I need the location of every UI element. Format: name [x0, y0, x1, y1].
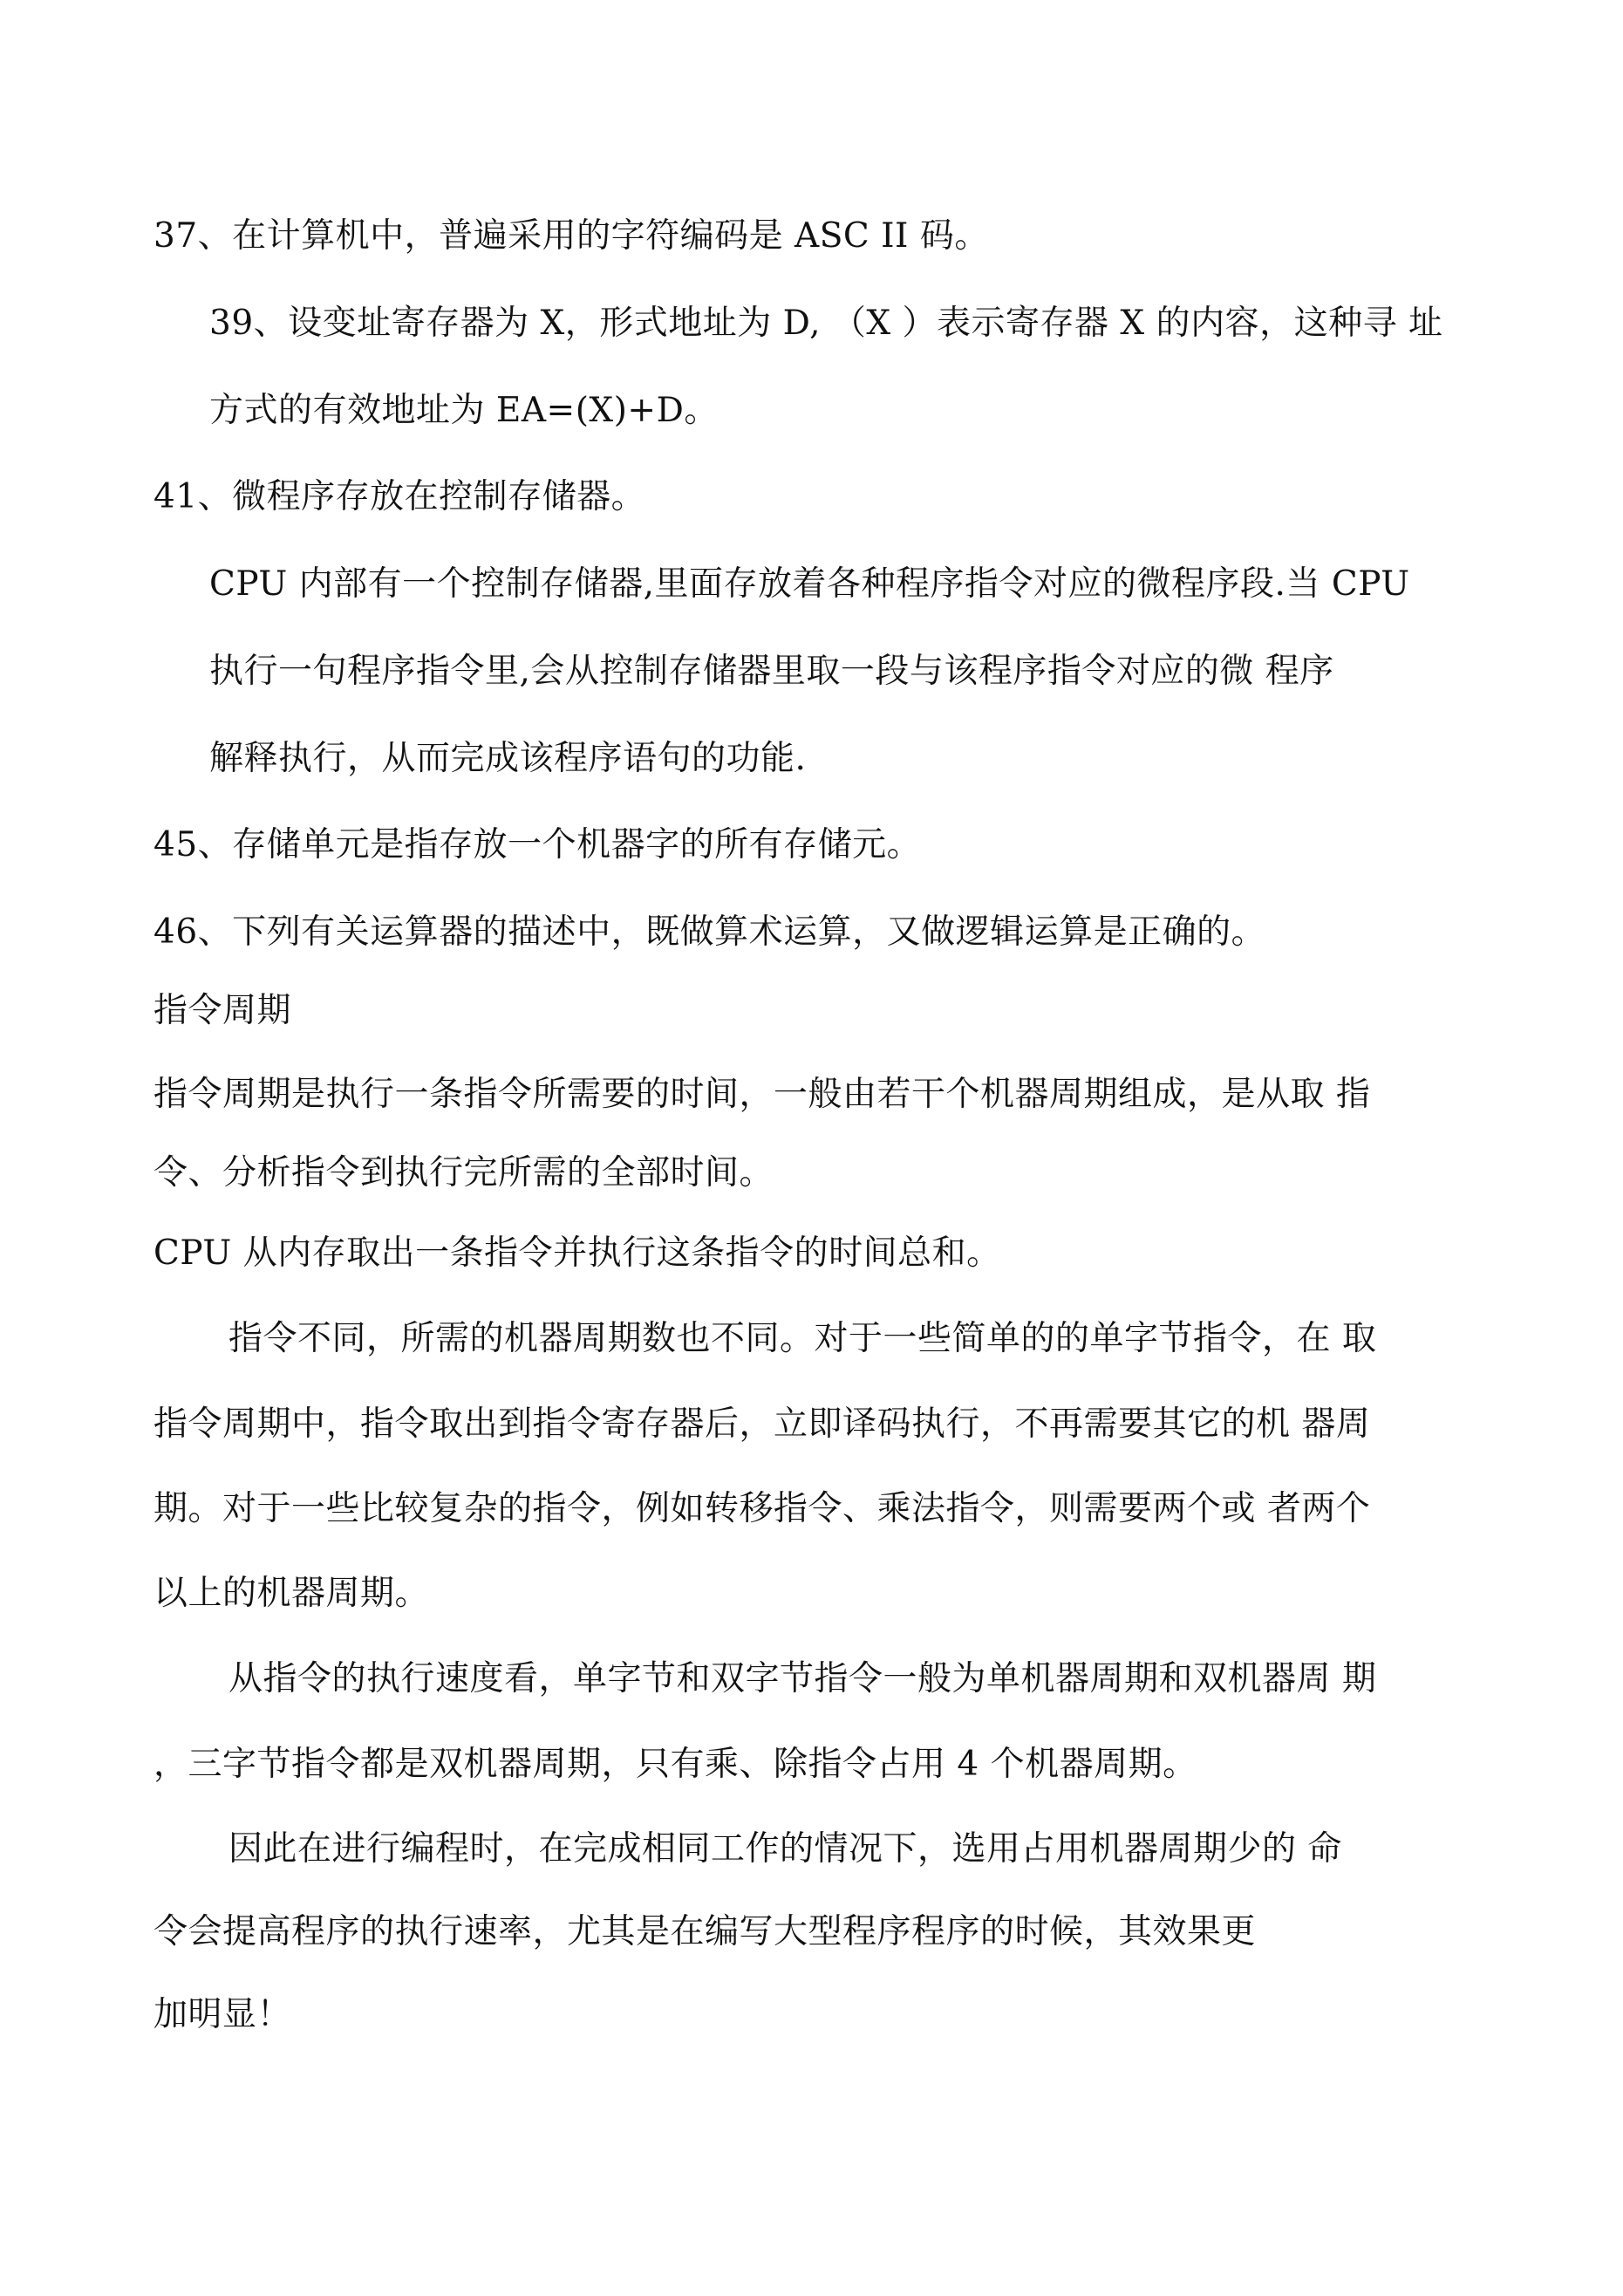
cpu-total-time-line: CPU 从内存取出一条指令并执行这条指令的时间总和。: [153, 1233, 1001, 1273]
paragraph-3-line-3: 加明显！: [153, 1995, 292, 2034]
paragraph-2-line-1: 从指令的执行速度看，单字节和双字节指令一般为单机器周期和双机器周 期: [228, 1659, 1377, 1698]
cpu-paragraph-line-3: 解释执行，从而完成该程序语句的功能.: [209, 739, 807, 778]
item-37-text: 37、在计算机中，普遍采用的字符编码是 ASC II 码。: [153, 216, 989, 256]
item-41-text: 41、微程序存放在控制存储器。: [153, 477, 646, 516]
paragraph-3-line-2: 令会提高程序的执行速率，尤其是在编写大型程序程序的时候，其效果更: [153, 1912, 1257, 1951]
item-46-text: 46、下列有关运算器的描述中，既做算术运算，又做逻辑运算是正确的。: [153, 912, 1266, 952]
cpu-paragraph-line-2: 执行一句程序指令里,会从控制存储器里取一段与该程序指令对应的微 程序: [209, 652, 1334, 691]
cpu-paragraph-line-1: CPU 内部有一个控制存储器,里面存放着各种程序指令对应的微程序段.当 CPU: [209, 564, 1410, 604]
paragraph-1-line-1: 指令不同，所需的机器周期数也不同。对于一些简单的的单字节指令，在 取: [228, 1319, 1377, 1358]
paragraph-3-line-1: 因此在进行编程时，在完成相同工作的情况下，选用占用机器周期少的 命: [228, 1829, 1342, 1869]
item-39-text-cont: 方式的有效地址为 EA=(X)+D。: [209, 391, 719, 430]
paragraph-1-line-3: 期。对于一些比较复杂的指令，例如转移指令、乘法指令，则需要两个或 者两个: [153, 1489, 1371, 1528]
section-heading: 指令周期: [153, 991, 292, 1030]
definition-line-2: 令、分析指令到执行完所需的全部时间。: [153, 1153, 774, 1192]
item-45-text: 45、存储单元是指存放一个机器字的所有存储元。: [153, 825, 922, 864]
paragraph-1-line-2: 指令周期中，指令取出到指令寄存器后，立即译码执行，不再需要其它的机 器周: [153, 1404, 1371, 1444]
paragraph-2-line-2: ，三字节指令都是双机器周期，只有乘、除指令占用 4 个机器周期。: [153, 1745, 1197, 1784]
item-39-text: 39、设变址寄存器为 X，形式地址为 D, （X ）表示寄存器 X 的内容，这种寻 址: [209, 304, 1443, 343]
paragraph-1-line-4: 以上的机器周期。: [153, 1574, 430, 1613]
definition-line-1: 指令周期是执行一条指令所需要的时间，一般由若干个机器周期组成，是从取 指: [153, 1075, 1371, 1114]
